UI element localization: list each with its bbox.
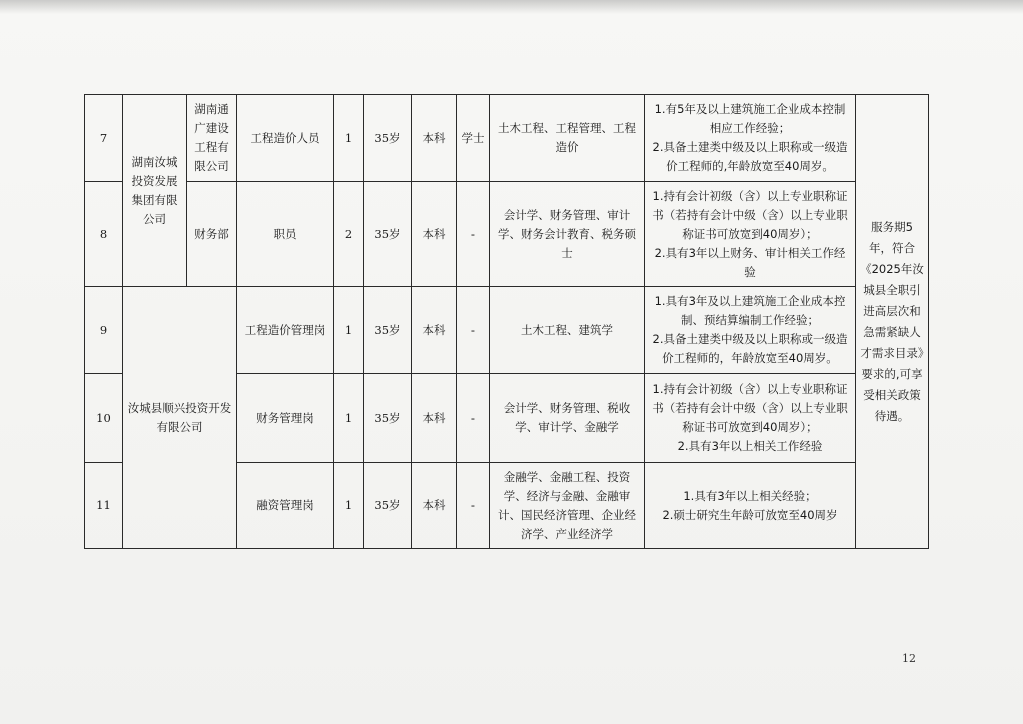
age-cell: 35岁 [364,287,412,374]
major-cell: 土木工程、工程管理、工程造价 [490,95,645,182]
page-number: 12 [902,652,916,665]
row-index: 7 [85,95,123,182]
row-index: 8 [85,182,123,287]
count-cell: 1 [334,287,364,374]
position-cell: 融资管理岗 [237,463,334,549]
major-cell: 会计学、财务管理、审计学、财务会计教育、税务硕士 [490,182,645,287]
position-cell: 财务管理岗 [237,374,334,463]
count-cell: 1 [334,463,364,549]
row-index: 11 [85,463,123,549]
degree-cell: 学士 [457,95,490,182]
table-row [85,182,929,287]
table-row [85,287,929,374]
remark-cell: 服务期5年，符合《2025年汝城县全职引进高层次和急需紧缺人才需求目录》要求的,可享受相关政策待遇。 [856,95,929,549]
degree-cell: - [457,374,490,463]
position-cell: 工程造价人员 [237,95,334,182]
age-cell: 35岁 [364,95,412,182]
department-cell: 湖南通广建设工程有限公司 [187,95,237,182]
count-cell: 1 [334,374,364,463]
requirements-cell: 1.具有3年及以上建筑施工企业成本控制、预结算编制工作经验； 2.具备土建类中级及以上职称或一级造价工程师的，年龄放宽至40周岁。 [645,287,856,374]
education-cell: 本科 [412,374,457,463]
position-cell: 职员 [237,182,334,287]
age-cell: 35岁 [364,374,412,463]
age-cell: 35岁 [364,463,412,549]
major-cell: 会计学、财务管理、税收学、审计学、金融学 [490,374,645,463]
education-cell: 本科 [412,182,457,287]
age-cell: 35岁 [364,182,412,287]
company-cell: 湖南汝城投资发展集团有限公司 [123,95,187,287]
count-cell: 1 [334,95,364,182]
degree-cell: - [457,182,490,287]
requirements-cell: 1.有5年及以上建筑施工企业成本控制相应工作经验； 2.具备土建类中级及以上职称或一级造价工程师的,年龄放宽至40周岁。 [645,95,856,182]
department-cell: 财务部 [187,182,237,287]
education-cell: 本科 [412,95,457,182]
major-cell: 金融学、金融工程、投资学、经济与金融、金融审计、国民经济管理、企业经济学、产业经济学 [490,463,645,549]
degree-cell: - [457,287,490,374]
scan-edge-shadow [0,0,1023,14]
recruitment-table [84,94,929,549]
education-cell: 本科 [412,287,457,374]
row-index: 9 [85,287,123,374]
company-cell: 汝城县顺兴投资开发有限公司 [123,287,237,549]
row-index: 10 [85,374,123,463]
position-cell: 工程造价管理岗 [237,287,334,374]
count-cell: 2 [334,182,364,287]
requirements-cell: 1.持有会计初级（含）以上专业职称证书（若持有会计中级（含）以上专业职称证书可放宽到40周岁）； 2.具有3年以上相关工作经验 [645,374,856,463]
table-row [85,95,929,182]
degree-cell: - [457,463,490,549]
education-cell: 本科 [412,463,457,549]
requirements-cell: 1.具有3年以上相关经验； 2.硕士研究生年龄可放宽至40周岁 [645,463,856,549]
requirements-cell: 1.持有会计初级（含）以上专业职称证书（若持有会计中级（含）以上专业职称证书可放宽到40周岁）； 2.具有3年以上财务、审计相关工作经验 [645,182,856,287]
major-cell: 土木工程、建筑学 [490,287,645,374]
